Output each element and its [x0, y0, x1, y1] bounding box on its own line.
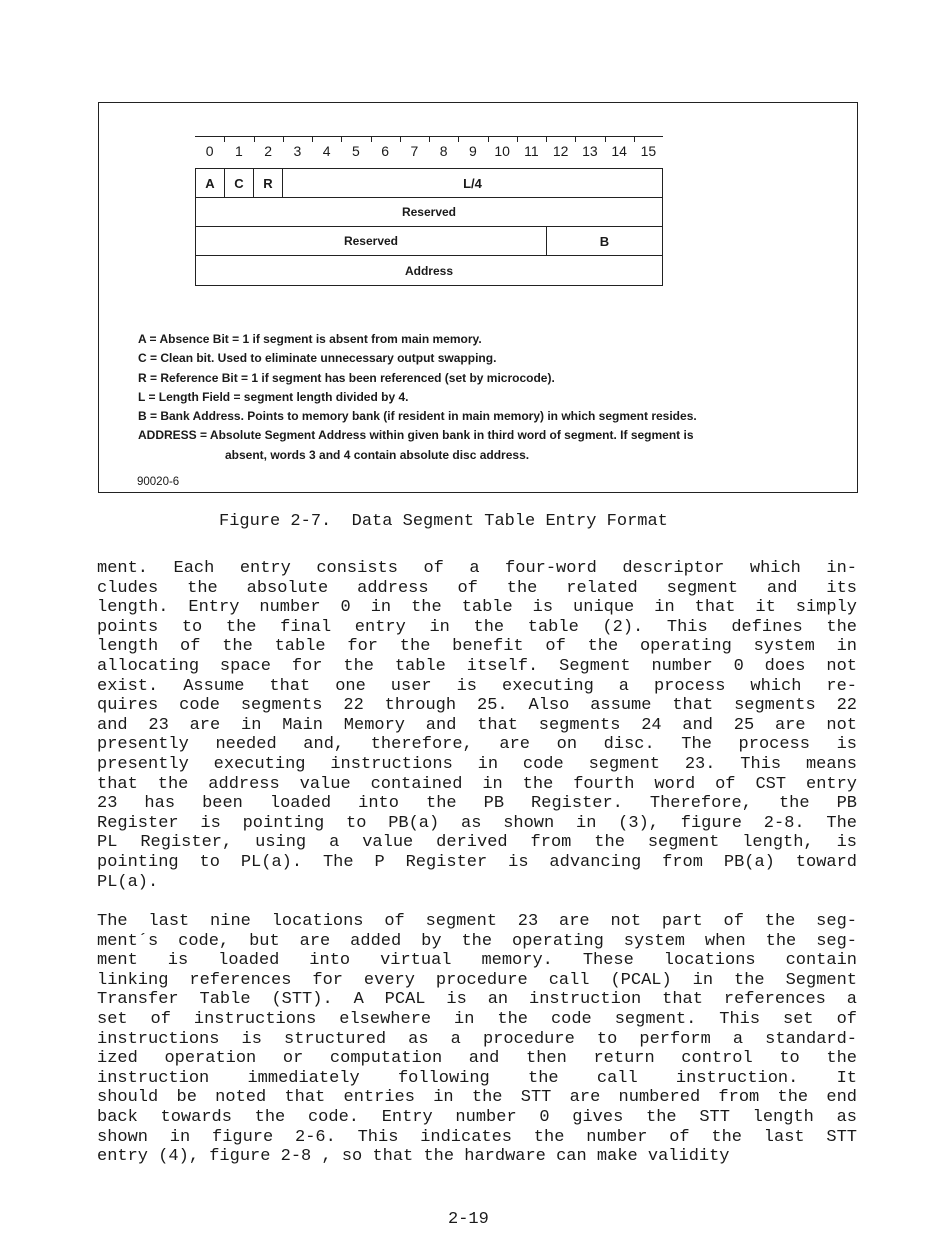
word-3-row: [196, 227, 662, 256]
bit-number: 12: [552, 143, 569, 159]
legend-line: R = Reference Bit = 1 if segment has been referenced (set by microcode).: [138, 370, 555, 385]
text-line: PL Register, using a value derived from the segment length, is: [97, 833, 857, 853]
page-number: 2-19: [448, 1210, 489, 1229]
text-line: shown in figure 2-6. This indicates the number of the last STT: [97, 1127, 857, 1147]
text-line: entry (4), figure 2-8 , so that the hardware can make validity: [97, 1147, 730, 1167]
bit-tick: [312, 137, 313, 142]
text-line: PL(a).: [97, 872, 159, 892]
bit-number: 15: [640, 143, 657, 159]
bit-number: 11: [524, 143, 539, 159]
text-line: allocating space for the table itself. Segment number 0 does not: [97, 656, 857, 676]
bit-number: 10: [494, 143, 510, 159]
bit-number: 3: [293, 143, 302, 159]
text-line: ized operation or computation and then return control to the: [97, 1049, 857, 1069]
bit-tick: [429, 137, 430, 142]
paragraph-1: [97, 559, 857, 892]
bit-tick: [400, 137, 401, 142]
text-line: ment. Each entry consists of a four-word descriptor which in-: [97, 559, 857, 578]
clean-bit-cell: C: [225, 169, 254, 197]
text-line: The last nine locations of segment 23 are not part of the seg-: [97, 912, 857, 931]
bit-tick: [517, 137, 518, 142]
word-4-row: [196, 256, 662, 285]
bit-number: 2: [264, 143, 273, 159]
text-line: Register is pointing to PB(a) as shown in (3), figure 2-8. The: [97, 813, 857, 833]
text-line: back towards the code. Entry number 0 gives the STT length as: [97, 1107, 857, 1127]
text-line: exist. Assume that one user is executing a process which re-: [97, 676, 857, 696]
text-line: instructions is structured as a procedure to perform a standard-: [97, 1029, 857, 1049]
paragraph-2: [97, 912, 857, 1167]
bit-number: 5: [351, 143, 360, 159]
address-word-cell: Address: [404, 263, 454, 278]
bit-tick: [283, 137, 284, 142]
text-line: length of the table for the benefit of the operating system in: [97, 637, 857, 657]
bit-tick: [605, 137, 606, 142]
bit-tick: [634, 137, 635, 142]
bit-number: 13: [582, 143, 598, 159]
text-line: linking references for every procedure call (PCAL) in the Segment: [97, 970, 857, 990]
bit-number: 1: [234, 143, 243, 159]
legend-line: B = Bank Address. Points to memory bank (if resident in main memory) in which segment resides.: [138, 409, 697, 424]
bit-tick: [341, 137, 342, 142]
bit-number: 0: [205, 143, 214, 159]
word-1-row: [196, 169, 662, 198]
segment-entry-format-table: [195, 168, 663, 286]
text-line: 23 has been loaded into the PB Register. Therefore, the PB: [97, 794, 857, 814]
reserved-field-cell: Reserved: [196, 227, 547, 255]
text-line: ment is loaded into virtual memory. These locations contain: [97, 951, 857, 971]
bit-number: 6: [381, 143, 390, 159]
text-line: instruction immediately following the call instruction. It: [97, 1068, 857, 1088]
figure-legend: [138, 330, 838, 465]
text-line: that the address value contained in the fourth word of CST entry: [97, 774, 857, 794]
legend-line: ADDRESS = Absolute Segment Address within given bank in third word of segment. If segment is: [138, 428, 694, 443]
figure-code: 90020-6: [137, 476, 180, 488]
text-line: quires code segments 22 through 25. Also assume that segments 22: [97, 696, 857, 716]
text-line: cludes the absolute address of the related segment and its: [97, 578, 857, 598]
legend-line: A = Absence Bit = 1 if segment is absent from main memory.: [138, 332, 482, 346]
bit-tick: [575, 137, 576, 142]
bit-number: 4: [322, 143, 331, 159]
bit-tick: [488, 137, 489, 142]
text-line: set of instructions elsewhere in the code segment. This set of: [97, 1009, 857, 1029]
text-line: points to the final entry in the table (2). This defines the: [97, 617, 857, 637]
legend-line: absent, words 3 and 4 contain absolute disc address.: [225, 447, 530, 462]
bit-tick: [371, 137, 372, 142]
text-line: ment´s code, but are added by the operating system when the seg-: [97, 931, 857, 951]
bank-address-cell: B: [599, 233, 610, 249]
bit-number-ruler: [195, 136, 663, 163]
bit-number: 8: [439, 143, 448, 159]
length-field-cell: L/4: [463, 175, 482, 191]
figure-caption: Figure 2-7. Data Segment Table Entry Format: [219, 512, 668, 531]
bit-number: 14: [611, 143, 627, 159]
text-line: presently needed and, therefore, are on disc. The process is: [97, 735, 857, 755]
text-line: length. Entry number 0 in the table is unique in that it simply: [97, 598, 857, 618]
text-line: Transfer Table (STT). A PCAL is an instruction that references a: [97, 990, 857, 1010]
bit-tick: [458, 137, 459, 142]
word-2-row: [196, 198, 662, 227]
bit-number: 7: [410, 143, 419, 159]
bit-tick: [546, 137, 547, 142]
reference-bit-cell: R: [254, 169, 283, 197]
reserved-word-cell: Reserved: [401, 205, 457, 219]
text-line: pointing to PL(a). The P Register is advancing from PB(a) toward: [97, 852, 857, 872]
bit-number: 9: [468, 143, 477, 159]
text-line: should be noted that entries in the STT are numbered from the end: [97, 1088, 857, 1108]
text-line: presently executing instructions in code segment 23. This means: [97, 754, 857, 774]
bit-tick: [254, 137, 255, 142]
legend-line: L = Length Field = segment length divided by 4.: [138, 389, 409, 404]
bit-tick: [224, 137, 225, 142]
legend-line: C = Clean bit. Used to eliminate unnecessary output swapping.: [138, 351, 497, 366]
absence-bit-cell: A: [196, 169, 225, 197]
text-line: and 23 are in Main Memory and that segments 24 and 25 are not: [97, 715, 857, 735]
